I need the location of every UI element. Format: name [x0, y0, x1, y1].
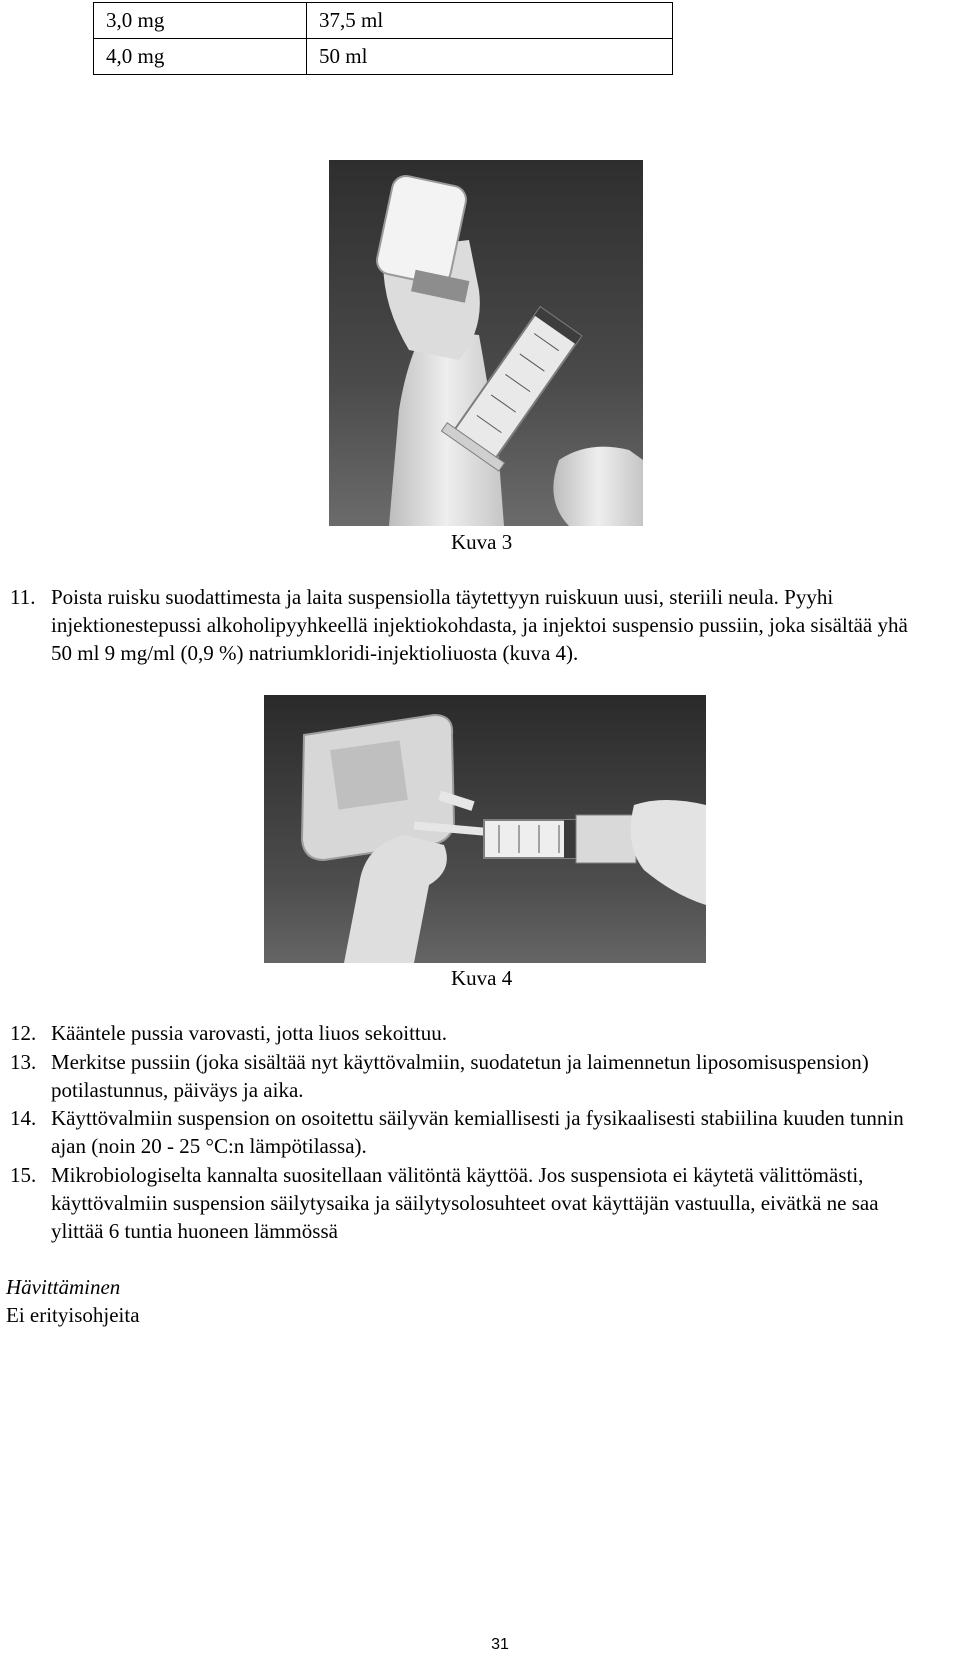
figure-3-photo	[329, 160, 643, 526]
step-number: 15.	[10, 1163, 37, 1187]
disposal-text: Ei erityisohjeita	[6, 1303, 140, 1327]
figure-3-caption: Kuva 3	[451, 530, 513, 554]
disposal-heading: Hävittäminen	[6, 1275, 121, 1299]
page-number: 31	[491, 1636, 509, 1653]
step-11	[10, 583, 910, 667]
figure-4-caption: Kuva 4	[451, 966, 513, 990]
step-text: Käyttövalmiin suspension on osoitettu säilyvän kemiallisesti ja fysikaalisesti stabiilina kuuden tunnin ajan (noin 20 - 25 °C:n lämpötilassa).	[51, 1106, 904, 1158]
step-15	[10, 1161, 910, 1245]
dose-cell: 3,0 mg	[94, 3, 307, 39]
table-row	[94, 39, 673, 75]
table-row	[94, 3, 673, 39]
dose-table	[93, 2, 673, 75]
step-number: 11.	[10, 585, 36, 609]
step-text: Kääntele pussia varovasti, jotta liuos sekoittuu.	[51, 1021, 448, 1045]
volume-cell: 37,5 ml	[307, 3, 673, 39]
step-12	[10, 1019, 910, 1047]
figure-4-photo	[264, 695, 706, 963]
step-text: Mikrobiologiselta kannalta suositellaan välitöntä käyttöä. Jos suspensiota ei käytetä välittömästi, käyttövalmiin suspension säilytysaika ja säilytysolosuhteet ovat käyttäjän vastuulla, eivätkä ne saa ylittää 6 tuntia huoneen lämmössä	[51, 1163, 879, 1243]
step-number: 14.	[10, 1106, 37, 1130]
step-number: 12.	[10, 1021, 37, 1045]
step-number: 13.	[10, 1050, 37, 1074]
step-13	[10, 1048, 910, 1104]
step-text: Poista ruisku suodattimesta ja laita suspensiolla täytettyyn ruiskuun uusi, steriili neula. Pyyhi injektionestepussi alkoholipyyhkeellä injektiokohdasta, ja injektoi suspensio pussiin, joka sisältää yhä 50 ml 9 mg/ml (0,9 %) natriumkloridi-injektioliuosta (kuva 4).	[51, 585, 908, 665]
step-14	[10, 1104, 910, 1160]
dose-cell: 4,0 mg	[94, 39, 307, 75]
volume-cell: 50 ml	[307, 39, 673, 75]
step-text: Merkitse pussiin (joka sisältää nyt käyttövalmiin, suodatetun ja laimennetun liposomisuspension) potilastunnus, päiväys ja aika.	[51, 1050, 869, 1102]
